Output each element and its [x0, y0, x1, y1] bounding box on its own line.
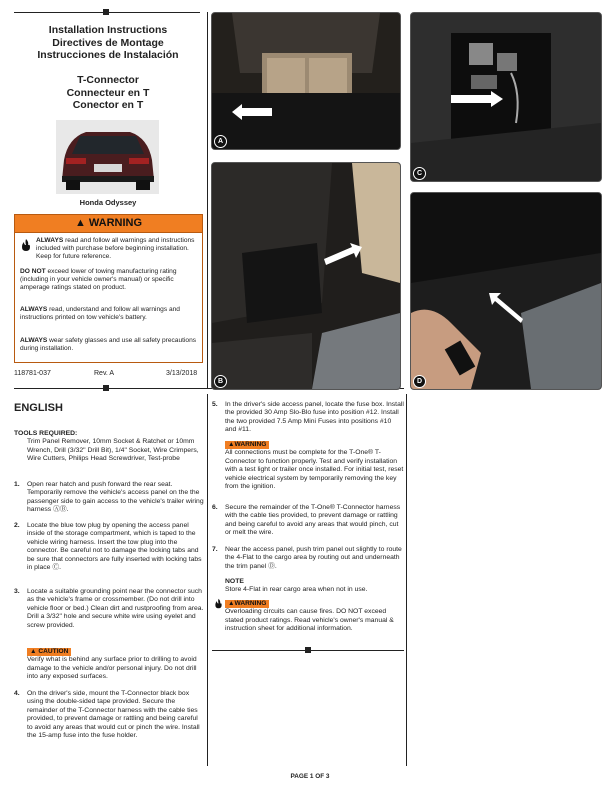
title-block	[14, 24, 202, 62]
title-line-1: Installation Instructions	[48, 24, 168, 36]
step-2-text: Locate the blue tow plug by opening the access panel inside of the storage compartment, which is taped to the vehicle wiring harness. Insert the tow plug into the connector. Be careful not to damage the locking tabs and be sure that connectors are fully inserted with locking tabs in place Ⓒ.	[27, 522, 202, 572]
mid-rule-marker	[103, 385, 109, 391]
warning-p2-bold: DO NOT	[20, 268, 46, 275]
fire-hazard-icon-2	[213, 598, 224, 609]
photo-c-label: C	[413, 167, 426, 180]
warning-p2-text: exceed lower of towing manufacturing rating (including in your vehicle owner's manual) or specific amperage ratings stated on product.	[20, 268, 177, 292]
caution-badge	[27, 648, 71, 656]
step-3-number: 3.	[14, 588, 20, 595]
warning-triangle-icon: ▲	[74, 217, 86, 229]
left-col-divider	[207, 12, 208, 388]
warning-end-triangle-icon: ▲	[228, 600, 235, 607]
warning-p1	[36, 237, 196, 262]
title-line-3: Instrucciones de Instalación	[37, 49, 179, 61]
col-divider-bottom	[207, 394, 208, 766]
step-4-text: On the driver's side, mount the T-Connector black box using the double-sided tape provided. Secure the remainder of the T-Connector harness with the cable ties provided, to prevent damage or rattling and being careful to avoid any areas that would cut or pinch the wire. Install the 15-amp fuse into the fuse holder.	[27, 690, 200, 740]
warning-p4-text: wear safety glasses and use all safety precautions during installation.	[20, 337, 197, 353]
step-6-number: 6.	[212, 504, 218, 511]
col-divider-right	[406, 394, 407, 766]
product-line-3: Conector en T	[72, 99, 144, 111]
photo-a	[211, 12, 401, 150]
warning-end-label: WARNING	[234, 600, 267, 607]
warning-p3-bold: ALWAYS	[20, 306, 48, 313]
step-5-number: 5.	[212, 401, 218, 408]
warning-p1-bold: ALWAYS	[36, 237, 64, 244]
warning-p3-text: read, understand and follow all warnings and instructions printed on tow vehicle's battery.	[20, 306, 180, 322]
product-line-1: T-Connector	[77, 74, 139, 86]
warning-p4-bold: ALWAYS	[20, 337, 48, 344]
step-1-number: 1.	[14, 481, 20, 488]
warning-step5-block	[225, 441, 404, 491]
caution-label: CAUTION	[38, 648, 69, 655]
warning-end-badge	[225, 600, 269, 608]
section-heading-english: ENGLISH	[14, 402, 63, 414]
warning-p2	[20, 268, 198, 293]
tools-label: TOOLS REQUIRED:	[14, 430, 78, 437]
page-number: PAGE 1 OF 3	[290, 773, 330, 780]
warning-p4	[20, 337, 198, 353]
caution-block	[27, 648, 204, 682]
warning-step5-triangle-icon: ▲	[228, 441, 235, 448]
step-4-number: 4.	[14, 690, 20, 697]
step-2-number: 2.	[14, 522, 20, 529]
photo-b-label: B	[214, 375, 227, 388]
photo-c	[410, 12, 602, 182]
photo-d-label: D	[413, 375, 426, 388]
step-7-number: 7.	[212, 546, 218, 553]
warning-p1-text: read and follow all warnings and instructions included with purchase before beginning installation. Keep for future reference.	[36, 237, 195, 261]
vehicle-model: Honda Odyssey	[79, 198, 137, 207]
note-label: NOTE	[225, 578, 244, 585]
step-3-text: Locate a suitable grounding point near the connector such as the vehicle's frame or crossmember. (Do not drill into vehicle floor or bed.) Clean dirt and rustproofing from area. Drill a 3/32" hole and secure white wire using eyelet and screw provided.	[27, 588, 204, 629]
part-number: 118781-037	[14, 370, 51, 377]
caution-triangle-icon: ▲	[30, 648, 37, 655]
photo-a-image	[212, 13, 400, 149]
warning-step5-text: All connections must be complete for the T-One® T-Connector to function properly. Test and verify installation with a test light or trailer once installed. For initial test, reset vehicle electrical system by temporarily removing the key from the ignition.	[225, 449, 404, 491]
warning-step5-label: WARNING	[234, 441, 267, 448]
top-rule-marker	[103, 9, 109, 15]
photo-d	[410, 192, 602, 390]
vehicle-image	[56, 120, 159, 194]
photo-c-image	[411, 13, 601, 181]
photo-b	[211, 162, 401, 390]
product-line-2: Connecteur en T	[66, 86, 150, 99]
warning-step5-badge	[225, 441, 269, 449]
step-6-text: Secure the remainder of the T-One® T-Connector harness with the cable ties provided, to prevent damage or rattling and being careful to avoid any areas that would pinch, cut or melt the wire.	[225, 504, 401, 537]
photo-b-image	[212, 163, 400, 389]
tools-required	[14, 430, 204, 464]
note-text: Store 4-Flat in rear cargo area when not in use.	[225, 586, 368, 594]
product-block	[14, 74, 202, 112]
date: 3/13/2018	[166, 370, 198, 377]
end-rule-marker	[305, 647, 311, 653]
tools-list: Trim Panel Remover, 10mm Socket & Ratchet or 10mm Wrench, Drill (3/32" Drill Bit), 1/4" Socket, Wire Crimpers, Wire Cutters, Philips Head Screwdriver, Test-probe	[27, 438, 199, 463]
warning-p3	[20, 306, 198, 322]
warning-label: WARNING	[88, 217, 143, 229]
warning-end-block	[225, 600, 404, 634]
photo-a-label: A	[214, 135, 227, 148]
fire-hazard-icon	[19, 238, 33, 252]
step-5-text: In the driver's side access panel, locate the fuse box. Install the provided 30 Amp Slo-Blo fuse into position #12. Install the two provided 7.5 Amp Mini Fuses into positions #10 and #11.	[225, 401, 404, 434]
warning-header	[14, 214, 203, 233]
note-block	[225, 578, 404, 595]
step-7-text: Near the access panel, push trim panel out slightly to route the 4-Flat to the cargo area by routing out and underneath the trim panel Ⓓ.	[225, 546, 402, 570]
step-1-text: Open rear hatch and push forward the rear seat. Temporarily remove the vehicle's access panel on the the passenger side to gain access to the vehicle's trailer wiring harness ⒶⒷ.	[27, 481, 204, 514]
revision: Rev. A	[94, 370, 115, 377]
title-line-2: Directives de Montage	[52, 36, 164, 49]
photo-d-image	[411, 193, 601, 389]
warning-end-text: Overloading circuits can cause fires. DO NOT exceed stated product ratings. Read vehicle's owner's manual & instruction sheet for additional information.	[225, 608, 394, 633]
caution-text: Verify what is behind any surface prior to drilling to avoid damage to the vehicle and/or personal injury. Do not drill into any exposed surfaces.	[27, 656, 197, 681]
